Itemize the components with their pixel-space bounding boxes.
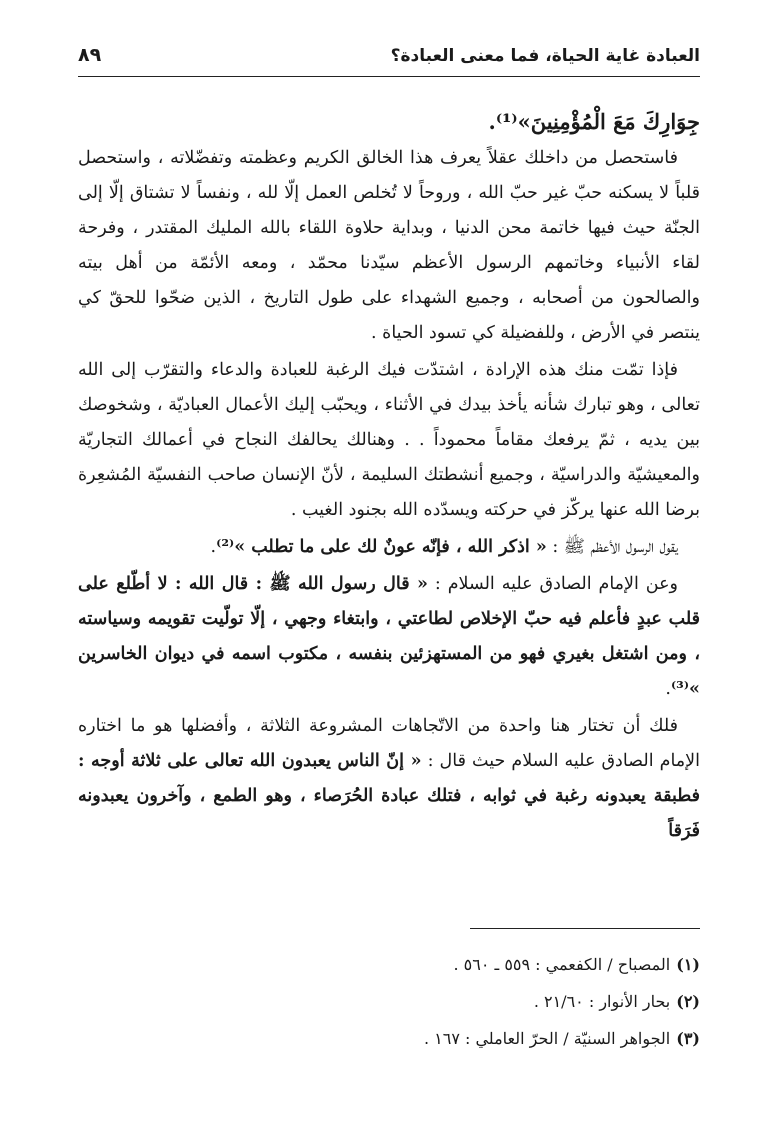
paragraph-2: فإذا تمّت منك هذه الإرادة ، اشتدّت فيك الرغبة للعبادة والدعاء والتقرّب إلى الله تعالى ، وهو تبارك شأنه يأخذ بيدك في الأثناء ، ويحبّب إليك الأعمال العباديّة ، وشخوصك بين يديه ، ثمّ يرفعك مقاماً محموداً . . وهنالك يحالفك النجاح في أعمالك التجاريّة والمعيشيّة والدراسيّة ، وجميع أنشطتك السليمة ، لأنّ الإنسان صاحب النفسيّة المُشعِرة برضا الله عنها يركّز في حركته ويسدّده الله بجنود الغيب .	[78, 360, 700, 520]
footnote-number: (١)	[676, 955, 700, 974]
paragraph-3-intro: يقول الرسول الأعظم ﷺ :	[546, 537, 678, 557]
hadith-quote-2: « قال رسول الله ﷺ : قال الله : لا أطّلع على قلب عبدٍ فأعلم فيه حبّ الإخلاص لطاعتي ، وابتغاء وجهي ، إلّا تولّيت تقويمه وسياسته ، ومن اشتغل بغيري فهو من المستهزئين بنفسه ، مكتوب اسمه في ديوان الخاسرين »⁽³⁾	[78, 574, 700, 699]
paragraph-1: فاستحصل من داخلك عقلاً يعرف هذا الخالق الكريم وعظمته وتفضّلاته ، واستحصل قلباً لا يسكنه حبّ غير حبّ الله ، وروحاً لا تُخلص العمل إلّا لله ، ونفساً لا تشتاق إلّا إلى الجنّة حيث فيها خاتمة محن الدنيا ، وبداية حلاوة اللقاء بالله المليك المقتدر ، وفرحة لقاء الأنبياء وخاتمهم الرسول الأعظم سيّدنا محمّد ، ومعه الأئمّة من أهل بيته والصالحون من أصحابه ، وجميع الشهداء على طول التاريخ ، الذين ضحّوا للحقّ كي ينتصر في الأرض ، وللفضيلة كي تسود الحياة .	[78, 148, 700, 343]
page-header	[78, 46, 700, 77]
paragraph-5	[78, 709, 700, 849]
footnote-2	[78, 983, 700, 1020]
running-title: العبادة غاية الحياة، فما معنى العبادة؟	[390, 46, 700, 66]
footnote-text: الجواهر السنيّة / الحرّ العاملي : ١٦٧ .	[423, 1029, 671, 1048]
main-text	[78, 104, 700, 851]
footnote-text: بحار الأنوار : ٢١/٦٠ .	[533, 992, 671, 1011]
opening-line: جِوَارِكَ مَعَ الْمُؤْمِنِينَ»⁽¹⁾.	[488, 109, 700, 134]
paragraph-5-intro: فلك أن تختار هنا واحدة من الاتّجاهات المشروعة الثلاثة ، وأفضلها هو ما اختاره الإمام الصادق عليه السلام حيث قال :	[78, 716, 700, 771]
page-number: ٨٩	[78, 44, 102, 66]
hadith-quote-3: « إنّ الناس يعبدون الله تعالى على ثلاثة أوجه : فطبقة يعبدونه رغبة في ثوابه ، فتلك عبادة الحُرَصاء ، وهو الطمع ، وآخرون يعبدونه فَرَقاً	[78, 751, 700, 841]
footnote-text: المصباح / الكفعمي : ٥٥٩ ـ ٥٦٠ .	[453, 955, 671, 974]
hadith-quote-1: « اذكر الله ، فإنّه عونٌ لك على ما تطلب »⁽²⁾	[216, 537, 547, 557]
paragraph-4-intro: وعن الإمام الصادق عليه السلام :	[427, 574, 678, 594]
paragraph-3	[78, 530, 700, 565]
footnotes	[78, 946, 700, 1057]
footnote-divider	[470, 928, 700, 929]
paragraph-4-end: .	[665, 679, 671, 699]
footnote-number: (٣)	[676, 1029, 700, 1048]
paragraph-4	[78, 567, 700, 707]
footnote-3	[78, 1020, 700, 1057]
footnote-number: (٢)	[676, 992, 700, 1011]
footnote-1	[78, 946, 700, 983]
paragraph-3-end: .	[210, 537, 217, 557]
